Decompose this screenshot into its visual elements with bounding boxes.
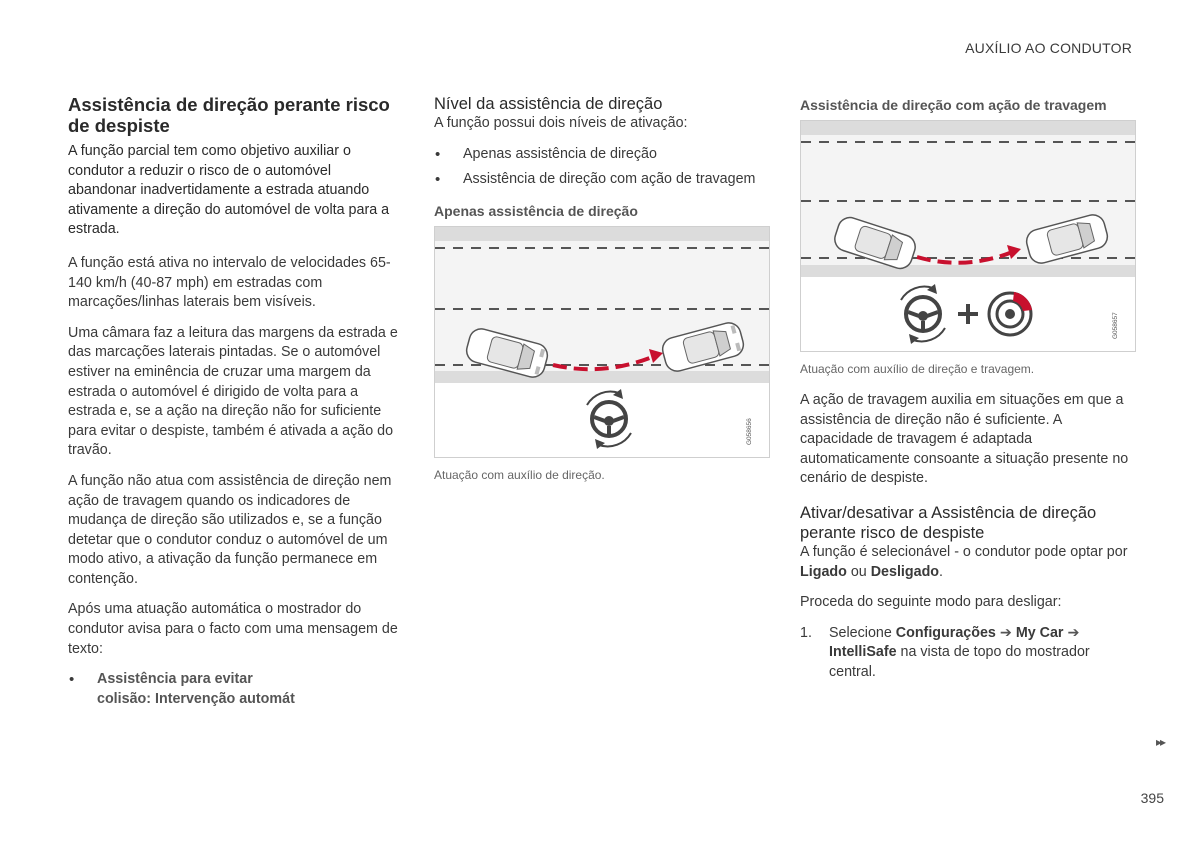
steering-brake-figure [800,120,1136,352]
road-illustration [801,121,1135,351]
message-text-2: colisão [97,690,147,707]
levels-list [434,145,768,190]
arrow-right-icon: ➔ [999,624,1012,641]
message-text-1: Assistência para evitar [97,671,253,688]
continue-marker: ▸▸ [1155,735,1164,749]
menu-path-settings: Configurações [895,624,996,641]
list-item: • Assistência de direção com ação de travagem [434,170,768,190]
period: . [939,563,944,580]
arrow-right-icon: ➔ [1067,624,1080,641]
step-pre: Selecione [829,624,896,641]
step-number: 1. [800,624,812,641]
step-post: na vista de topo do mostrador central. [829,644,1090,680]
list-item [68,670,400,709]
column-left [68,94,400,719]
procedure-paragraph: Proceda do seguinte modo para desligar: [800,594,1062,611]
figure-code: G058656 [746,418,753,445]
section-header: AUXÍLIO AO CONDUTOR [965,40,1132,56]
levels-title: Nível da assistência de direção [434,95,663,113]
menu-path-mycar: My Car [1015,624,1064,641]
list-item: • Apenas assistência de direção [434,145,768,165]
figure-caption: Atuação com auxílio de direção e travagem. [800,362,1035,376]
intro-paragraph: A função parcial tem como objetivo auxiliar o condutor a reduzir o risco de o automóvel abandonar inadvertidamente a estrada atuando ativamente a direção do automóvel de volta para a estrada. [68,143,390,238]
message-paragraph: Após uma atuação automática o mostrador do condutor avisa para o facto com uma mensagem de texto: [68,601,398,657]
or-word: ou [846,563,871,580]
speed-range-paragraph: A função está ativa no intervalo de velocidades 65-140 km/h (40-87 mph) em estradas com marcações/linhas laterais bem visíveis. [68,254,391,311]
off-label: Desligado [870,563,940,580]
braking-paragraph: A ação de travagem auxilia em situações em que a assistência de direção não é suficiente. A capacidade de travagem é adaptada automaticamente consoante a situação presente no cenário de despiste. [800,392,1129,487]
on-label: Ligado [800,563,847,580]
camera-paragraph: Uma câmara faz a leitura das margens da estrada e das marcações laterais pintadas. Se o automóvel estiver na eminência de cruzar uma margem da estrada o automóvel é dirigido de volta para a estrada e, se a ação na direção não for suficiente para evitar o despiste, também é ativada a ação do travão. [68,324,398,459]
figure-code: G058657 [1112,312,1119,339]
selectable-paragraph [800,543,1134,582]
figure-title: Assistência de direção com ação de travagem [800,97,1107,113]
inactive-conditions-paragraph: A função não atua com assistência de direção nem ação de travagem quando os indicadores de mudança de direção são utilizados e, se a função detetar que o condutor conduz o automóvel de um modo ativo, a ativação da função permanece em contenção. [68,472,392,587]
levels-intro: A função possui dois níveis de ativação: [434,115,688,131]
menu-path-intellisafe: IntelliSafe [829,644,897,661]
column-right [800,94,1134,683]
column-middle [434,94,768,497]
message-text-3: Intervenção automát [155,690,295,707]
figure-caption: Atuação com auxílio de direção. [434,467,605,482]
activate-title: Ativar/desativar a Assistência de direção perante risco de despiste [800,503,1097,542]
page-number: 395 [1140,790,1164,806]
figure-title: Apenas assistência de direção [434,202,638,219]
road-illustration [435,227,769,457]
steps-list [800,624,1134,683]
main-title: Assistência de direção perante risco de despiste [68,94,390,136]
selectable-text: A função é selecionável - o condutor pode optar por [800,543,1128,560]
message-separator: : [146,690,155,707]
steering-only-figure [434,226,770,458]
list-item [800,624,1134,683]
message-list [68,670,400,709]
